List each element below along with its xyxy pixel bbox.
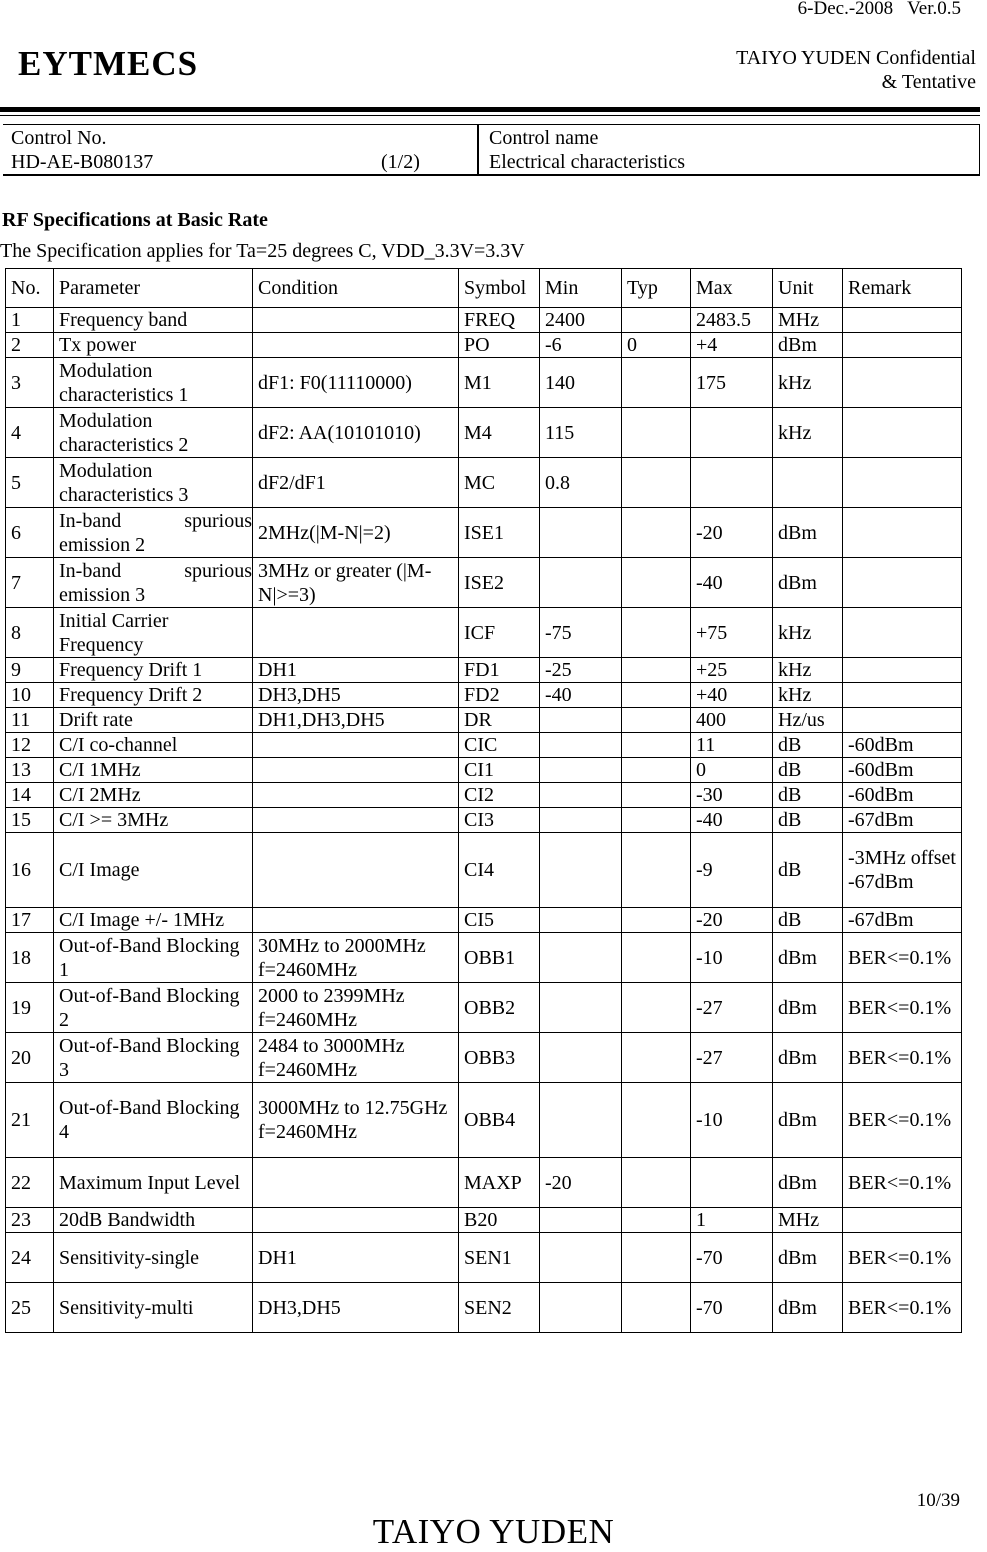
cell-typ bbox=[622, 758, 691, 783]
cell-typ bbox=[622, 983, 691, 1033]
cell-unit: dBm bbox=[773, 333, 843, 358]
column-header: Max bbox=[691, 269, 773, 308]
cell-remark: BER<=0.1% bbox=[843, 1033, 962, 1083]
cell-parameter: In-band spurious emission 2 bbox=[54, 508, 253, 558]
table-row bbox=[6, 808, 962, 833]
cell-condition bbox=[253, 908, 459, 933]
cell-max: -20 bbox=[691, 508, 773, 558]
control-number-label: Control No. bbox=[11, 127, 107, 149]
cell-remark bbox=[843, 658, 962, 683]
cell-no: 18 bbox=[6, 933, 54, 983]
cell-symbol: OBB2 bbox=[459, 983, 540, 1033]
cell-min: 140 bbox=[540, 358, 622, 408]
table-row bbox=[6, 933, 962, 983]
cell-typ bbox=[622, 833, 691, 908]
cell-typ bbox=[622, 458, 691, 508]
cell-no: 2 bbox=[6, 333, 54, 358]
cell-no: 25 bbox=[6, 1283, 54, 1333]
cell-unit: dB bbox=[773, 783, 843, 808]
confidential-line-2: & Tentative bbox=[881, 71, 976, 93]
cell-typ bbox=[622, 358, 691, 408]
cell-min bbox=[540, 783, 622, 808]
cell-max: 1 bbox=[691, 1208, 773, 1233]
cell-parameter: Frequency band bbox=[54, 308, 253, 333]
cell-min: 115 bbox=[540, 408, 622, 458]
cell-remark bbox=[843, 408, 962, 458]
cell-max bbox=[691, 458, 773, 508]
cell-max: -40 bbox=[691, 558, 773, 608]
cell-unit: dBm bbox=[773, 1233, 843, 1283]
cell-remark bbox=[843, 558, 962, 608]
cell-remark: BER<=0.1% bbox=[843, 1233, 962, 1283]
cell-typ bbox=[622, 683, 691, 708]
cell-parameter: C/I >= 3MHz bbox=[54, 808, 253, 833]
cell-symbol: FD1 bbox=[459, 658, 540, 683]
cell-max: -30 bbox=[691, 783, 773, 808]
cell-unit: dBm bbox=[773, 933, 843, 983]
cell-typ bbox=[622, 308, 691, 333]
cell-remark bbox=[843, 683, 962, 708]
cell-no: 7 bbox=[6, 558, 54, 608]
cell-remark bbox=[843, 508, 962, 558]
table-row bbox=[6, 333, 962, 358]
table-row bbox=[6, 783, 962, 808]
cell-min: 0.8 bbox=[540, 458, 622, 508]
cell-symbol: FREQ bbox=[459, 308, 540, 333]
cell-no: 15 bbox=[6, 808, 54, 833]
cell-typ bbox=[622, 1158, 691, 1208]
cell-max: +25 bbox=[691, 658, 773, 683]
table-row bbox=[6, 458, 962, 508]
table-row bbox=[6, 908, 962, 933]
table-row bbox=[6, 408, 962, 458]
cell-unit: kHz bbox=[773, 658, 843, 683]
applies-note: The Specification applies for Ta=25 degrees C, VDD_3.3V=3.3V bbox=[0, 240, 525, 262]
cell-unit: dBm bbox=[773, 1158, 843, 1208]
cell-remark bbox=[843, 708, 962, 733]
cell-unit: kHz bbox=[773, 408, 843, 458]
cell-parameter: Out-of-Band Blocking 4 bbox=[54, 1083, 253, 1158]
cell-unit: dBm bbox=[773, 558, 843, 608]
table-row bbox=[6, 608, 962, 658]
cell-no: 10 bbox=[6, 683, 54, 708]
table-row bbox=[6, 683, 962, 708]
cell-condition bbox=[253, 1208, 459, 1233]
cell-parameter: In-band spurious emission 3 bbox=[54, 558, 253, 608]
cell-unit: kHz bbox=[773, 358, 843, 408]
cell-symbol: OBB1 bbox=[459, 933, 540, 983]
cell-parameter: Frequency Drift 1 bbox=[54, 658, 253, 683]
cell-unit: dBm bbox=[773, 1083, 843, 1158]
cell-no: 4 bbox=[6, 408, 54, 458]
cell-condition: 2000 to 2399MHz f=2460MHz bbox=[253, 983, 459, 1033]
cell-min bbox=[540, 933, 622, 983]
cell-remark: BER<=0.1% bbox=[843, 1283, 962, 1333]
cell-min: -40 bbox=[540, 683, 622, 708]
cell-condition bbox=[253, 783, 459, 808]
cell-unit: dB bbox=[773, 758, 843, 783]
cell-parameter: Out-of-Band Blocking 3 bbox=[54, 1033, 253, 1083]
cell-condition: DH1,DH3,DH5 bbox=[253, 708, 459, 733]
table-row bbox=[6, 358, 962, 408]
cell-symbol: ISE2 bbox=[459, 558, 540, 608]
cell-parameter: Out-of-Band Blocking 2 bbox=[54, 983, 253, 1033]
cell-no: 6 bbox=[6, 508, 54, 558]
cell-min bbox=[540, 1083, 622, 1158]
table-row bbox=[6, 733, 962, 758]
cell-min bbox=[540, 908, 622, 933]
cell-no: 17 bbox=[6, 908, 54, 933]
table-row bbox=[6, 1208, 962, 1233]
cell-no: 8 bbox=[6, 608, 54, 658]
cell-typ bbox=[622, 408, 691, 458]
cell-symbol: CIC bbox=[459, 733, 540, 758]
cell-parameter: Modulation characteristics 2 bbox=[54, 408, 253, 458]
cell-remark: BER<=0.1% bbox=[843, 1083, 962, 1158]
column-header: Parameter bbox=[54, 269, 253, 308]
cell-parameter: Out-of-Band Blocking 1 bbox=[54, 933, 253, 983]
header-rule-thin bbox=[0, 115, 980, 116]
table-row bbox=[6, 308, 962, 333]
table-row bbox=[6, 983, 962, 1033]
cell-min: -25 bbox=[540, 658, 622, 683]
cell-max: -9 bbox=[691, 833, 773, 908]
cell-parameter: C/I Image bbox=[54, 833, 253, 908]
cell-no: 22 bbox=[6, 1158, 54, 1208]
cell-no: 11 bbox=[6, 708, 54, 733]
cell-min bbox=[540, 758, 622, 783]
cell-no: 19 bbox=[6, 983, 54, 1033]
cell-min bbox=[540, 1033, 622, 1083]
cell-min bbox=[540, 1233, 622, 1283]
cell-unit: Hz/us bbox=[773, 708, 843, 733]
cell-condition: dF1: F0(11110000) bbox=[253, 358, 459, 408]
table-row bbox=[6, 708, 962, 733]
control-name-label: Control name bbox=[489, 127, 599, 149]
cell-unit: dB bbox=[773, 733, 843, 758]
cell-unit: kHz bbox=[773, 608, 843, 658]
cell-condition: 3MHz or greater (|M-N|>=3) bbox=[253, 558, 459, 608]
cell-unit: MHz bbox=[773, 308, 843, 333]
cell-unit: dB bbox=[773, 833, 843, 908]
cell-unit: dB bbox=[773, 808, 843, 833]
cell-symbol: CI1 bbox=[459, 758, 540, 783]
cell-parameter: Modulation characteristics 3 bbox=[54, 458, 253, 508]
control-box-divider bbox=[477, 124, 479, 175]
cell-typ bbox=[622, 558, 691, 608]
cell-min bbox=[540, 833, 622, 908]
cell-min: -20 bbox=[540, 1158, 622, 1208]
cell-condition bbox=[253, 733, 459, 758]
table-row bbox=[6, 508, 962, 558]
cell-max: +75 bbox=[691, 608, 773, 658]
table-row bbox=[6, 758, 962, 783]
cell-condition: dF2/dF1 bbox=[253, 458, 459, 508]
cell-min bbox=[540, 983, 622, 1033]
cell-remark bbox=[843, 458, 962, 508]
table-row bbox=[6, 833, 962, 908]
cell-symbol: MAXP bbox=[459, 1158, 540, 1208]
cell-parameter: 20dB Bandwidth bbox=[54, 1208, 253, 1233]
cell-no: 9 bbox=[6, 658, 54, 683]
cell-symbol: M1 bbox=[459, 358, 540, 408]
cell-symbol: M4 bbox=[459, 408, 540, 458]
cell-typ bbox=[622, 808, 691, 833]
cell-no: 12 bbox=[6, 733, 54, 758]
cell-unit: MHz bbox=[773, 1208, 843, 1233]
control-number-cell bbox=[11, 126, 466, 174]
cell-parameter: C/I 1MHz bbox=[54, 758, 253, 783]
cell-symbol: CI5 bbox=[459, 908, 540, 933]
cell-remark: BER<=0.1% bbox=[843, 1158, 962, 1208]
brand-logo-text: EYTMECS bbox=[18, 44, 199, 83]
confidential-notice bbox=[736, 46, 976, 94]
cell-condition bbox=[253, 1158, 459, 1208]
cell-max: +4 bbox=[691, 333, 773, 358]
cell-symbol: SEN2 bbox=[459, 1283, 540, 1333]
cell-no: 3 bbox=[6, 358, 54, 408]
cell-symbol: SEN1 bbox=[459, 1233, 540, 1283]
column-header: No. bbox=[6, 269, 54, 308]
section-title: RF Specifications at Basic Rate bbox=[2, 209, 268, 231]
cell-condition bbox=[253, 333, 459, 358]
cell-typ bbox=[622, 733, 691, 758]
cell-remark bbox=[843, 1208, 962, 1233]
cell-remark: BER<=0.1% bbox=[843, 983, 962, 1033]
table-body bbox=[6, 308, 962, 1333]
cell-remark: -67dBm bbox=[843, 808, 962, 833]
cell-parameter: Drift rate bbox=[54, 708, 253, 733]
cell-max: -27 bbox=[691, 983, 773, 1033]
control-info-box bbox=[3, 124, 980, 176]
cell-min bbox=[540, 808, 622, 833]
cell-unit: dBm bbox=[773, 983, 843, 1033]
cell-max: -10 bbox=[691, 933, 773, 983]
table-row bbox=[6, 558, 962, 608]
cell-max: 0 bbox=[691, 758, 773, 783]
cell-remark: -60dBm bbox=[843, 758, 962, 783]
cell-no: 14 bbox=[6, 783, 54, 808]
cell-condition: DH1 bbox=[253, 658, 459, 683]
table-row bbox=[6, 1233, 962, 1283]
cell-no: 5 bbox=[6, 458, 54, 508]
cell-symbol: FD2 bbox=[459, 683, 540, 708]
cell-condition: 30MHz to 2000MHz f=2460MHz bbox=[253, 933, 459, 983]
cell-condition bbox=[253, 833, 459, 908]
cell-symbol: DR bbox=[459, 708, 540, 733]
cell-unit: kHz bbox=[773, 683, 843, 708]
cell-max: -10 bbox=[691, 1083, 773, 1158]
cell-min bbox=[540, 733, 622, 758]
cell-unit: dBm bbox=[773, 508, 843, 558]
cell-condition: DH1 bbox=[253, 1233, 459, 1283]
cell-parameter: C/I Image +/- 1MHz bbox=[54, 908, 253, 933]
cell-remark bbox=[843, 608, 962, 658]
cell-min bbox=[540, 508, 622, 558]
cell-symbol: OBB4 bbox=[459, 1083, 540, 1158]
cell-remark: -60dBm bbox=[843, 733, 962, 758]
rf-spec-table bbox=[5, 268, 962, 1333]
cell-typ bbox=[622, 908, 691, 933]
cell-typ bbox=[622, 658, 691, 683]
cell-min: -75 bbox=[540, 608, 622, 658]
table-row bbox=[6, 1158, 962, 1208]
cell-max: -70 bbox=[691, 1283, 773, 1333]
cell-unit: dB bbox=[773, 908, 843, 933]
cell-max bbox=[691, 408, 773, 458]
cell-no: 13 bbox=[6, 758, 54, 783]
document-version: Ver.0.5 bbox=[907, 0, 961, 19]
cell-symbol: ICF bbox=[459, 608, 540, 658]
cell-unit: dBm bbox=[773, 1033, 843, 1083]
cell-parameter: C/I co-channel bbox=[54, 733, 253, 758]
cell-typ bbox=[622, 1083, 691, 1158]
cell-remark bbox=[843, 308, 962, 333]
cell-max: 175 bbox=[691, 358, 773, 408]
cell-condition: 2MHz(|M-N|=2) bbox=[253, 508, 459, 558]
cell-max: -40 bbox=[691, 808, 773, 833]
cell-max: 11 bbox=[691, 733, 773, 758]
cell-condition: DH3,DH5 bbox=[253, 683, 459, 708]
cell-parameter: Sensitivity-single bbox=[54, 1233, 253, 1283]
cell-condition: DH3,DH5 bbox=[253, 1283, 459, 1333]
cell-max: 400 bbox=[691, 708, 773, 733]
cell-remark: BER<=0.1% bbox=[843, 933, 962, 983]
cell-parameter: Tx power bbox=[54, 333, 253, 358]
cell-unit bbox=[773, 458, 843, 508]
control-name-cell bbox=[489, 126, 685, 174]
cell-symbol: CI3 bbox=[459, 808, 540, 833]
control-name-value: Electrical characteristics bbox=[489, 151, 685, 173]
cell-max: -20 bbox=[691, 908, 773, 933]
table-row bbox=[6, 1083, 962, 1158]
cell-condition: 3000MHz to 12.75GHz f=2460MHz bbox=[253, 1083, 459, 1158]
cell-typ bbox=[622, 1283, 691, 1333]
cell-no: 16 bbox=[6, 833, 54, 908]
cell-condition bbox=[253, 758, 459, 783]
cell-min bbox=[540, 1283, 622, 1333]
column-header: Condition bbox=[253, 269, 459, 308]
cell-condition: 2484 to 3000MHz f=2460MHz bbox=[253, 1033, 459, 1083]
cell-max bbox=[691, 1158, 773, 1208]
cell-typ bbox=[622, 1208, 691, 1233]
confidential-line-1: TAIYO YUDEN Confidential bbox=[736, 47, 976, 69]
cell-typ bbox=[622, 708, 691, 733]
cell-typ: 0 bbox=[622, 333, 691, 358]
cell-symbol: PO bbox=[459, 333, 540, 358]
table-row bbox=[6, 1033, 962, 1083]
cell-typ bbox=[622, 1033, 691, 1083]
control-number-value: HD-AE-B080137 bbox=[11, 151, 154, 173]
cell-typ bbox=[622, 508, 691, 558]
cell-condition bbox=[253, 308, 459, 333]
cell-min bbox=[540, 558, 622, 608]
cell-parameter: Frequency Drift 2 bbox=[54, 683, 253, 708]
cell-condition bbox=[253, 608, 459, 658]
document-date: 6-Dec.-2008 bbox=[797, 0, 894, 19]
cell-typ bbox=[622, 608, 691, 658]
cell-symbol: CI4 bbox=[459, 833, 540, 908]
column-header: Symbol bbox=[459, 269, 540, 308]
cell-remark bbox=[843, 358, 962, 408]
cell-max: -27 bbox=[691, 1033, 773, 1083]
cell-symbol: ISE1 bbox=[459, 508, 540, 558]
cell-remark: -67dBm bbox=[843, 908, 962, 933]
cell-symbol: MC bbox=[459, 458, 540, 508]
cell-parameter: Maximum Input Level bbox=[54, 1158, 253, 1208]
cell-max: 2483.5 bbox=[691, 308, 773, 333]
cell-parameter: Initial Carrier Frequency bbox=[54, 608, 253, 658]
cell-condition: dF2: AA(10101010) bbox=[253, 408, 459, 458]
cell-no: 1 bbox=[6, 308, 54, 333]
table-row bbox=[6, 1283, 962, 1333]
column-header: Min bbox=[540, 269, 622, 308]
cell-min bbox=[540, 708, 622, 733]
cell-typ bbox=[622, 783, 691, 808]
document-date-version bbox=[784, 0, 961, 20]
cell-no: 24 bbox=[6, 1233, 54, 1283]
cell-max: +40 bbox=[691, 683, 773, 708]
cell-parameter: Modulation characteristics 1 bbox=[54, 358, 253, 408]
column-header: Remark bbox=[843, 269, 962, 308]
cell-min: -6 bbox=[540, 333, 622, 358]
cell-no: 21 bbox=[6, 1083, 54, 1158]
table-row bbox=[6, 658, 962, 683]
header-rule-thick bbox=[0, 107, 980, 112]
cell-remark: -3MHz offset -67dBm bbox=[843, 833, 962, 908]
cell-no: 23 bbox=[6, 1208, 54, 1233]
cell-unit: dBm bbox=[773, 1283, 843, 1333]
cell-typ bbox=[622, 933, 691, 983]
cell-no: 20 bbox=[6, 1033, 54, 1083]
cell-parameter: C/I 2MHz bbox=[54, 783, 253, 808]
cell-typ bbox=[622, 1233, 691, 1283]
page-number: 10/39 bbox=[916, 1490, 960, 1511]
cell-max: -70 bbox=[691, 1233, 773, 1283]
column-header: Typ bbox=[622, 269, 691, 308]
cell-symbol: B20 bbox=[459, 1208, 540, 1233]
column-header: Unit bbox=[773, 269, 843, 308]
table-header-row bbox=[6, 269, 962, 308]
cell-remark: -60dBm bbox=[843, 783, 962, 808]
cell-min: 2400 bbox=[540, 308, 622, 333]
cell-symbol: OBB3 bbox=[459, 1033, 540, 1083]
cell-condition bbox=[253, 808, 459, 833]
cell-remark bbox=[843, 333, 962, 358]
cell-min bbox=[540, 1208, 622, 1233]
control-page-marker: (1/2) bbox=[381, 151, 420, 173]
footer-brand: TAIYO YUDEN bbox=[372, 1512, 615, 1551]
cell-symbol: CI2 bbox=[459, 783, 540, 808]
cell-parameter: Sensitivity-multi bbox=[54, 1283, 253, 1333]
